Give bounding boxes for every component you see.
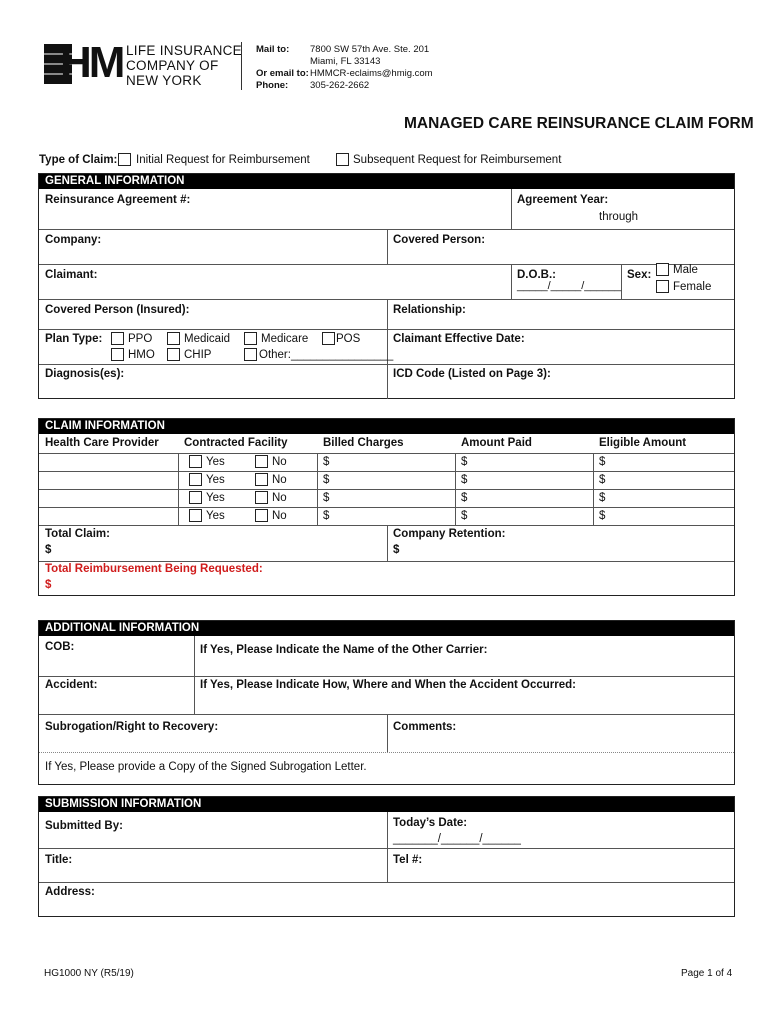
divider — [387, 525, 388, 561]
total-claim-label: Total Claim: — [45, 528, 110, 540]
hmo-checkbox[interactable] — [111, 348, 124, 361]
divider — [387, 812, 388, 882]
initial-request-label: Initial Request for Reimbursement — [136, 154, 310, 166]
eligible-dollar[interactable]: $ — [599, 492, 606, 504]
logo-line-1: LIFE INSURANCE — [126, 43, 242, 58]
medicaid-checkbox[interactable] — [167, 332, 180, 345]
paid-dollar[interactable]: $ — [461, 492, 468, 504]
female-checkbox[interactable] — [656, 280, 669, 293]
subsequent-request-label: Subsequent Request for Reimbursement — [353, 154, 562, 166]
mail-line-1: 7800 SW 57th Ave. Ste. 201 — [310, 44, 430, 55]
submission-information-section — [38, 796, 735, 917]
accident-label[interactable]: Accident: — [45, 679, 98, 691]
other-checkbox[interactable] — [244, 348, 257, 361]
phone-value: 305-262-2662 — [310, 80, 370, 91]
mail-line-2: Miami, FL 33143 — [310, 56, 381, 67]
divider — [39, 489, 734, 490]
divider — [39, 561, 734, 562]
email-value[interactable]: HMMCR-eclaims@hmig.com — [310, 68, 433, 79]
additional-information-header: ADDITIONAL INFORMATION — [39, 621, 734, 636]
plan-type-label: Plan Type: — [45, 333, 103, 345]
divider — [39, 507, 734, 508]
agreement-number-label[interactable]: Reinsurance Agreement #: — [45, 194, 191, 206]
total-reimbursement-label: Total Reimbursement Being Requested: — [45, 563, 263, 575]
yes-label: Yes — [206, 492, 225, 504]
form-title: MANAGED CARE REINSURANCE CLAIM FORM — [404, 115, 754, 132]
row1-no-checkbox[interactable] — [255, 455, 268, 468]
logo-line-2: COMPANY OF — [126, 58, 219, 73]
paid-dollar[interactable]: $ — [461, 474, 468, 486]
divider — [39, 471, 734, 472]
eligible-dollar[interactable]: $ — [599, 456, 606, 468]
divider — [39, 752, 734, 753]
address-label[interactable]: Address: — [45, 886, 95, 898]
row2-no-checkbox[interactable] — [255, 473, 268, 486]
eligible-dollar[interactable]: $ — [599, 474, 606, 486]
ppo-checkbox[interactable] — [111, 332, 124, 345]
company-logo — [44, 38, 242, 92]
medicare-checkbox[interactable] — [244, 332, 257, 345]
form-code: HG1000 NY (R5/19) — [44, 968, 134, 979]
medicaid-label: Medicaid — [184, 333, 231, 345]
company-retention-dollar[interactable]: $ — [393, 544, 400, 556]
billed-dollar[interactable]: $ — [323, 510, 330, 522]
covered-insured-label[interactable]: Covered Person (Insured): — [45, 304, 190, 316]
row4-no-checkbox[interactable] — [255, 509, 268, 522]
other-label[interactable]: Other:________________ — [259, 349, 394, 361]
claim-type-label: Type of Claim: — [39, 154, 118, 166]
divider — [39, 676, 734, 677]
billed-dollar[interactable]: $ — [323, 474, 330, 486]
dob-input[interactable]: _____/_____/______ — [517, 280, 621, 292]
chip-label: CHIP — [184, 349, 212, 361]
divider — [194, 636, 195, 714]
divider — [621, 264, 622, 299]
relationship-label[interactable]: Relationship: — [393, 304, 466, 316]
billed-dollar[interactable]: $ — [323, 456, 330, 468]
total-reimbursement-dollar[interactable]: $ — [45, 579, 52, 591]
comments-label[interactable]: Comments: — [393, 721, 457, 733]
company-retention-label: Company Retention: — [393, 528, 506, 540]
diagnoses-label[interactable]: Diagnosis(es): — [45, 368, 125, 380]
pos-checkbox[interactable] — [322, 332, 335, 345]
total-claim-dollar[interactable]: $ — [45, 544, 52, 556]
divider — [39, 364, 734, 365]
tel-label[interactable]: Tel #: — [393, 854, 423, 866]
col-billed-charges: Billed Charges — [323, 437, 404, 449]
col-contracted-facility: Contracted Facility — [184, 437, 288, 449]
male-checkbox[interactable] — [656, 263, 669, 276]
col-eligible-amount: Eligible Amount — [599, 437, 687, 449]
col-amount-paid: Amount Paid — [461, 437, 532, 449]
no-label: No — [272, 492, 287, 504]
yes-label: Yes — [206, 474, 225, 486]
initial-request-checkbox[interactable] — [118, 153, 131, 166]
divider — [387, 229, 388, 264]
chip-checkbox[interactable] — [167, 348, 180, 361]
icd-code-label[interactable]: ICD Code (Listed on Page 3): — [393, 368, 551, 380]
no-label: No — [272, 474, 287, 486]
ppo-label: PPO — [128, 333, 153, 345]
subrogation-label[interactable]: Subrogation/Right to Recovery: — [45, 721, 219, 733]
accident-note[interactable]: If Yes, Please Indicate How, Where and When the Accident Occurred: — [200, 679, 576, 691]
yes-label: Yes — [206, 456, 225, 468]
divider — [39, 882, 734, 883]
divider — [387, 714, 388, 752]
subsequent-request-checkbox[interactable] — [336, 153, 349, 166]
submission-information-header: SUBMISSION INFORMATION — [39, 797, 734, 812]
covered-person-label[interactable]: Covered Person: — [393, 234, 486, 246]
row2-yes-checkbox[interactable] — [189, 473, 202, 486]
cob-note[interactable]: If Yes, Please Indicate the Name of the Other Carrier: — [200, 644, 488, 656]
phone-label: Phone: — [256, 80, 289, 91]
logo-line-3: NEW YORK — [126, 73, 202, 88]
claimant-effective-date-label[interactable]: Claimant Effective Date: — [393, 333, 525, 345]
submitted-by-label[interactable]: Submitted By: — [45, 820, 123, 832]
divider — [39, 848, 734, 849]
paid-dollar[interactable]: $ — [461, 510, 468, 522]
row4-yes-checkbox[interactable] — [189, 509, 202, 522]
cob-label[interactable]: COB: — [45, 641, 75, 653]
pos-label: POS — [336, 333, 361, 345]
dob-label: D.O.B.: — [517, 269, 556, 281]
claim-information-section — [38, 418, 735, 596]
todays-date-input[interactable]: _______/______/______ — [393, 833, 521, 845]
row3-yes-checkbox[interactable] — [189, 491, 202, 504]
general-information-header: GENERAL INFORMATION — [39, 174, 734, 189]
general-information-section — [38, 173, 735, 399]
yes-label: Yes — [206, 510, 225, 522]
logo-letters: HM — [60, 38, 123, 87]
company-label[interactable]: Company: — [45, 234, 102, 246]
agreement-year-label[interactable]: Agreement Year: — [517, 194, 609, 206]
paid-dollar[interactable]: $ — [461, 456, 468, 468]
claimant-label[interactable]: Claimant: — [45, 269, 98, 281]
through-label: through — [599, 211, 639, 223]
header-divider — [241, 42, 242, 90]
row3-no-checkbox[interactable] — [255, 491, 268, 504]
mail-label: Mail to: — [256, 44, 290, 55]
medicare-label: Medicare — [261, 333, 309, 345]
title-label[interactable]: Title: — [45, 854, 73, 866]
billed-dollar[interactable]: $ — [323, 492, 330, 504]
subrogation-note: If Yes, Please provide a Copy of the Signed Subrogation Letter. — [45, 761, 367, 773]
sex-label: Sex: — [627, 269, 652, 281]
todays-date-label: Today’s Date: — [393, 817, 468, 829]
hmo-label: HMO — [128, 349, 155, 361]
email-label: Or email to: — [256, 68, 309, 79]
female-label: Female — [673, 281, 712, 293]
divider — [39, 329, 734, 330]
page-number: Page 1 of 4 — [681, 968, 733, 979]
male-label: Male — [673, 264, 698, 276]
row1-yes-checkbox[interactable] — [189, 455, 202, 468]
additional-information-section — [38, 620, 735, 785]
col-health-care-provider: Health Care Provider — [45, 437, 159, 449]
divider — [511, 264, 512, 299]
no-label: No — [272, 456, 287, 468]
eligible-dollar[interactable]: $ — [599, 510, 606, 522]
divider — [39, 453, 734, 454]
claim-information-header: CLAIM INFORMATION — [39, 419, 734, 434]
divider — [511, 189, 512, 229]
no-label: No — [272, 510, 287, 522]
